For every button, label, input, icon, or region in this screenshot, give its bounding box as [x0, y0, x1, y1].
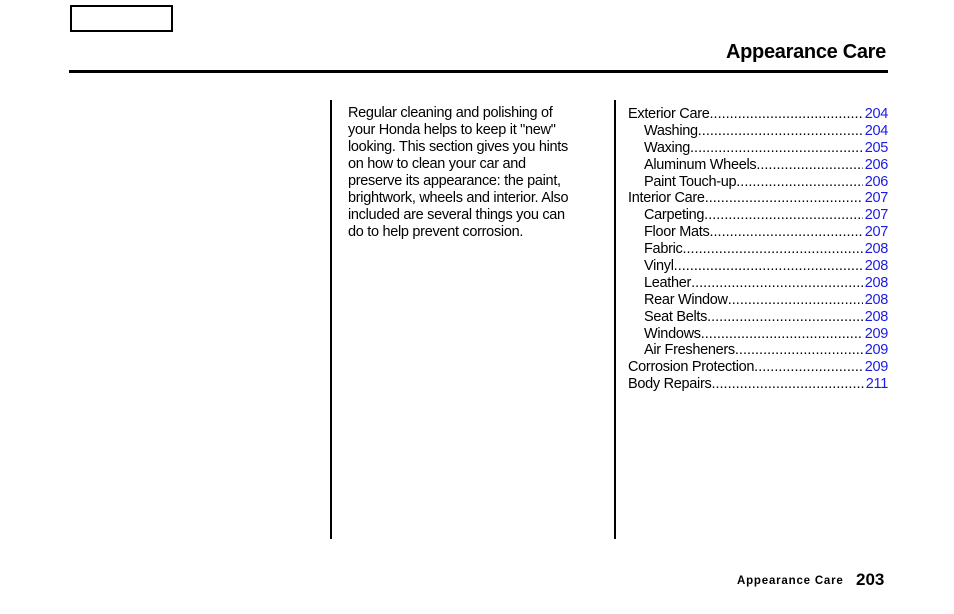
toc-page-link[interactable]: 211 [865, 376, 888, 393]
intro-line: Regular cleaning and polishing of [348, 105, 553, 121]
main-menu-button[interactable] [70, 5, 173, 32]
toc-leader [705, 190, 863, 207]
toc-label: Paint Touch-up [644, 173, 737, 190]
toc-item-washing[interactable] [628, 123, 888, 140]
toc-leader [756, 157, 862, 174]
toc-label: Waxing [644, 139, 691, 156]
toc-item-aluminum-wheels[interactable] [628, 157, 888, 174]
toc-label: Interior Care [628, 190, 705, 207]
toc-item-corrosion-protection[interactable] [628, 359, 888, 376]
toc-label: Carpeting [644, 207, 705, 224]
toc-label: Washing [644, 122, 698, 139]
intro-line: do to help prevent corrosion. [348, 224, 524, 240]
toc-item-seat-belts[interactable] [628, 309, 888, 326]
toc-label: Vinyl [644, 258, 674, 275]
toc-page-link[interactable]: 207 [864, 224, 888, 241]
toc-leader [710, 224, 863, 241]
toc-leader [735, 342, 863, 359]
column-divider-left [330, 100, 332, 539]
toc-page-link[interactable]: 208 [864, 291, 888, 308]
toc-leader [728, 292, 863, 309]
toc-page-link[interactable]: 206 [864, 156, 888, 173]
toc-item-windows[interactable] [628, 326, 888, 343]
toc-item-waxing[interactable] [628, 140, 888, 157]
title-rule [69, 70, 888, 73]
toc-page-link[interactable]: 206 [864, 173, 888, 190]
intro-line: brightwork, wheels and interior. Also [348, 190, 569, 206]
toc-label: Fabric [644, 241, 683, 258]
toc-page-link[interactable]: 205 [864, 139, 888, 156]
toc-leader [707, 309, 863, 326]
toc-label: Leather [644, 274, 692, 291]
toc-leader [704, 207, 863, 224]
toc-page-link[interactable]: 204 [864, 122, 888, 139]
toc-page-link[interactable]: 208 [864, 274, 888, 291]
intro-line: looking. This section gives you hints [348, 139, 568, 155]
intro-paragraph [348, 105, 610, 241]
toc-page-link[interactable]: 209 [864, 342, 888, 359]
toc-label: Corrosion Protection [628, 359, 755, 376]
toc-item-fabric[interactable] [628, 241, 888, 258]
toc-page-link[interactable]: 204 [864, 106, 888, 122]
toc-item-rear-window[interactable] [628, 292, 888, 309]
toc-item-floor-mats[interactable] [628, 224, 888, 241]
toc-item-leather[interactable] [628, 275, 888, 292]
toc-label: Body Repairs [628, 376, 712, 393]
toc-leader [736, 174, 862, 191]
toc-leader [691, 275, 863, 292]
toc-page-link[interactable]: 208 [864, 241, 888, 258]
intro-line: on how to clean your car and [348, 156, 526, 172]
column-divider-right [614, 100, 616, 539]
table-of-contents [628, 106, 888, 393]
toc-label: Floor Mats [644, 224, 710, 241]
toc-label: Air Fresheners [644, 342, 735, 359]
page-number: 203 [856, 570, 885, 589]
toc-leader [690, 140, 863, 157]
intro-line: preserve its appearance: the paint, [348, 173, 561, 189]
toc-item-paint-touch-up[interactable] [628, 174, 888, 191]
toc-leader [701, 326, 863, 343]
toc-page-link[interactable]: 209 [864, 325, 888, 342]
toc-page-link[interactable]: 207 [864, 190, 888, 207]
toc-page-link[interactable]: 209 [864, 359, 888, 376]
toc-leader [754, 359, 863, 376]
toc-label: Windows [644, 325, 701, 342]
toc-page-link[interactable]: 207 [864, 207, 888, 224]
toc-leader [698, 123, 863, 140]
toc-item-air-fresheners[interactable] [628, 342, 888, 359]
footer-section-title: Appearance Care [737, 575, 844, 587]
toc-item-body-repairs[interactable] [628, 376, 888, 393]
toc-leader [710, 106, 863, 123]
toc-label: Aluminum Wheels [644, 156, 757, 173]
intro-line: your Honda helps to keep it "new" [348, 122, 556, 138]
toc-leader [711, 376, 863, 393]
toc-label: Rear Window [644, 291, 728, 308]
intro-line: included are several things you can [348, 207, 565, 223]
toc-label: Exterior Care [628, 106, 710, 122]
toc-item-vinyl[interactable] [628, 258, 888, 275]
toc-item-exterior-care[interactable] [628, 106, 888, 123]
toc-leader [683, 241, 863, 258]
toc-page-link[interactable]: 208 [864, 258, 888, 275]
toc-label: Seat Belts [644, 308, 708, 325]
page-title: Appearance Care [725, 41, 886, 63]
toc-leader [674, 258, 863, 275]
toc-page-link[interactable]: 208 [864, 308, 888, 325]
toc-item-carpeting[interactable] [628, 207, 888, 224]
toc-item-interior-care[interactable] [628, 190, 888, 207]
